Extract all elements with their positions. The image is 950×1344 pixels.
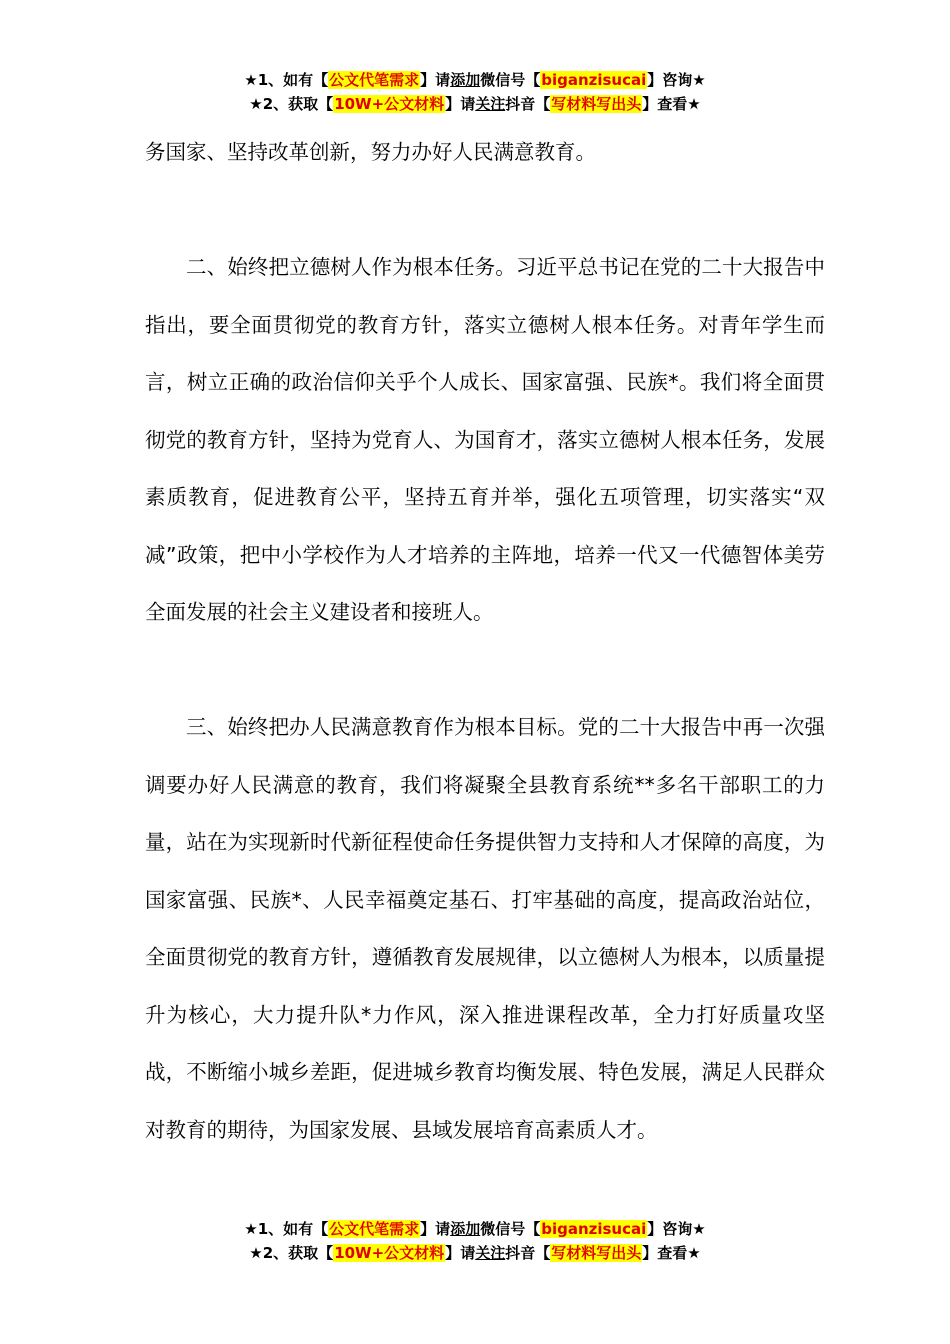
banner-text: 抖音【 [505,95,551,113]
paragraph-section-3: 三、始终把办人民满意教育作为根本目标。党的二十大报告中再一次强调要办好人民满意的教育，我们将凝聚全县教育系统**多名干部职工的力量，站在为实现新时代新征程使命任务提供智力支持和人才保障的高度，为国家富强、民族*、人民幸福奠定基石、打牢基础的高度，提高政治站位，全面贯彻党的教育方针，遵循教育发展规律，以立德树人为根本，以质量提升为核心，大力提升队*力作风，深入推进课程改革，全力打好质量攻坚战，不断缩小城乡差距，促进城乡教育均衡发展、特色发展，满足人民群众对教育的期待，为国家发展、县域发展培育高素质人才。 [145,715,825,1142]
banner-text: 】请 [445,95,476,113]
banner-line-2 [0,1241,950,1265]
banner-text: 微信号【 [480,71,541,89]
paragraph-section-2: 二、始终把立德树人作为根本任务。习近平总书记在党的二十大报告中指出，要全面贯彻党的教育方针，落实立德树人根本任务。对青年学生而言，树立正确的政治信仰关乎个人成长、国家富强、民族*。我们将全面贯彻党的教育方针，坚持为党育人、为国育才，落实立德树人根本任务，发展素质教育，促进教育公平，坚持五育并举，强化五项管理，切实落实“双减”政策，把中小学校作为人才培养的主阵地，培养一代又一代德智体美劳全面发展的社会主义建设者和接班人。 [145,255,825,624]
banner-highlight: 10W+公文材料 [334,1244,445,1262]
paragraph-continuation: 务国家、坚持改革创新，努力办好人民满意教育。 [145,140,596,164]
banner-douyin-id: 写材料写出头 [551,1244,642,1262]
banner-text: ★2、获取【 [249,95,334,113]
header-banner [0,68,950,116]
banner-text: ★2、获取【 [249,1244,334,1262]
banner-underlined: 添加 [450,1220,481,1238]
banner-text: 】咨询★ [647,1220,706,1238]
banner-line-1 [0,1217,950,1241]
banner-text: 抖音【 [505,1244,551,1262]
banner-wechat-id: biganzisucai [541,71,647,89]
banner-douyin-id: 写材料写出头 [551,95,642,113]
banner-text: ★1、如有【 [244,1220,329,1238]
banner-text: 】请 [420,1220,451,1238]
banner-wechat-id: biganzisucai [541,1220,647,1238]
banner-highlight: 公文代笔需求 [329,1220,420,1238]
document-body [145,124,825,1159]
banner-text: 】请 [420,71,451,89]
banner-text: ★1、如有【 [244,71,329,89]
banner-line-2 [0,92,950,116]
banner-underlined: 关注 [475,1244,506,1262]
banner-text: 】查看★ [642,95,701,113]
banner-text: 微信号【 [480,1220,541,1238]
banner-text: 】咨询★ [647,71,706,89]
banner-text: 】请 [445,1244,476,1262]
banner-highlight: 公文代笔需求 [329,71,420,89]
banner-highlight: 10W+公文材料 [334,95,445,113]
banner-underlined: 关注 [475,95,506,113]
banner-text: 】查看★ [642,1244,701,1262]
footer-banner [0,1217,950,1265]
banner-line-1 [0,68,950,92]
banner-underlined: 添加 [450,71,481,89]
